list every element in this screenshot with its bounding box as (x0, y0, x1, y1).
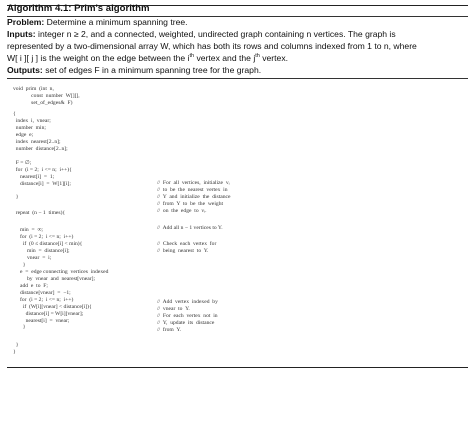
problem-line: Problem: Determine a minimum spanning tree. (7, 17, 188, 27)
code-comment: // Y, update its distance (157, 320, 215, 326)
code-line: min = ∞; (13, 227, 43, 233)
inputs-line-2: represented by a two-dimensional array W, which has both its rows and columns indexed from 1 to n, where (7, 41, 417, 51)
code-line: index i, vnear; (13, 118, 51, 124)
code-line: for (i = 2; i <= n; i++) (13, 297, 74, 303)
code-line: vnear = i; (13, 255, 52, 261)
code-comment: // to be the nearest vertex in (157, 187, 228, 193)
code-comment: // Y and initialize the distance (157, 194, 231, 200)
code-comment: // Add all n − 1 vertices to Y. (157, 225, 223, 231)
code-comment: // on the edge to vᵢ. (157, 208, 207, 214)
code-line: add e to F; (13, 283, 48, 289)
code-comment: // Add vertex indexed by (157, 299, 218, 305)
code-line: if (0 ≤ distance[i] < min){ (13, 241, 83, 247)
algorithm-title: Algorithm 4.1: Prim's algorithm (7, 3, 150, 14)
code-comment: // For all vertices, initialize vᵢ (157, 180, 230, 186)
code-line: by vnear and nearest[vnear]; (13, 276, 96, 282)
code-line: } (13, 349, 16, 355)
code-line: number distance[2..n]; (13, 146, 68, 152)
code-line: F = ∅; (13, 160, 32, 166)
code-comment: // For each vertex not in (157, 313, 218, 319)
code-comment: // vnear to Y. (157, 306, 190, 312)
code-comment: // from Y to be the weight (157, 201, 224, 207)
code-line: min = distance[i]; (13, 248, 70, 254)
code-line: } (13, 324, 26, 330)
code-line: distance[vnear] = −1; (13, 290, 71, 296)
code-line: { (13, 111, 16, 117)
code-comment: // Check each vertex for (157, 241, 217, 247)
code-line: for (i = 2; i <= n; i++) (13, 234, 74, 240)
code-comment: // being nearest to Y. (157, 248, 209, 254)
code-comment: // from Y. (157, 327, 182, 333)
inputs-line-1: Inputs: integer n ≥ 2, and a connected, weighted, undirected graph containing n vertices. The graph is (7, 29, 396, 39)
code-line: } (13, 262, 26, 268)
code-line: nearest[i] = vnear; (13, 318, 70, 324)
code-line: index nearest[2..n]; (13, 139, 61, 145)
code-line: e = edge connecting vertices indexed (13, 269, 109, 275)
inputs-line-3: W[ i ][ j ] is the weight on the edge between the $i^{th}$ vertex and the $j^{th}$ vertex. (7, 53, 289, 63)
code-line: repeat (n − 1 times){ (13, 210, 66, 216)
code-line: const number W[][], (13, 93, 80, 99)
code-line: distance[i] = W[1][i]; (13, 181, 71, 187)
code-line: distance[i] = W[i][vnear]; (13, 311, 84, 317)
code-line: if (W[i][vnear] < distance[i]){ (13, 304, 92, 310)
code-line: set_of_edges& F) (13, 100, 73, 106)
outputs-line: Outputs: set of edges F in a minimum spanning tree for the graph. (7, 65, 262, 75)
code-line: edge e; (13, 132, 34, 138)
code-line: number min; (13, 125, 46, 131)
code-line: for (i = 2; i <= n; i++){ (13, 167, 72, 173)
code-line: void prim (int n, (13, 86, 54, 92)
code-line: nearest[i] = 1; (13, 174, 55, 180)
pseudocode-block (7, 0, 468, 421)
code-line: } (13, 194, 19, 200)
code-line: } (13, 342, 19, 348)
